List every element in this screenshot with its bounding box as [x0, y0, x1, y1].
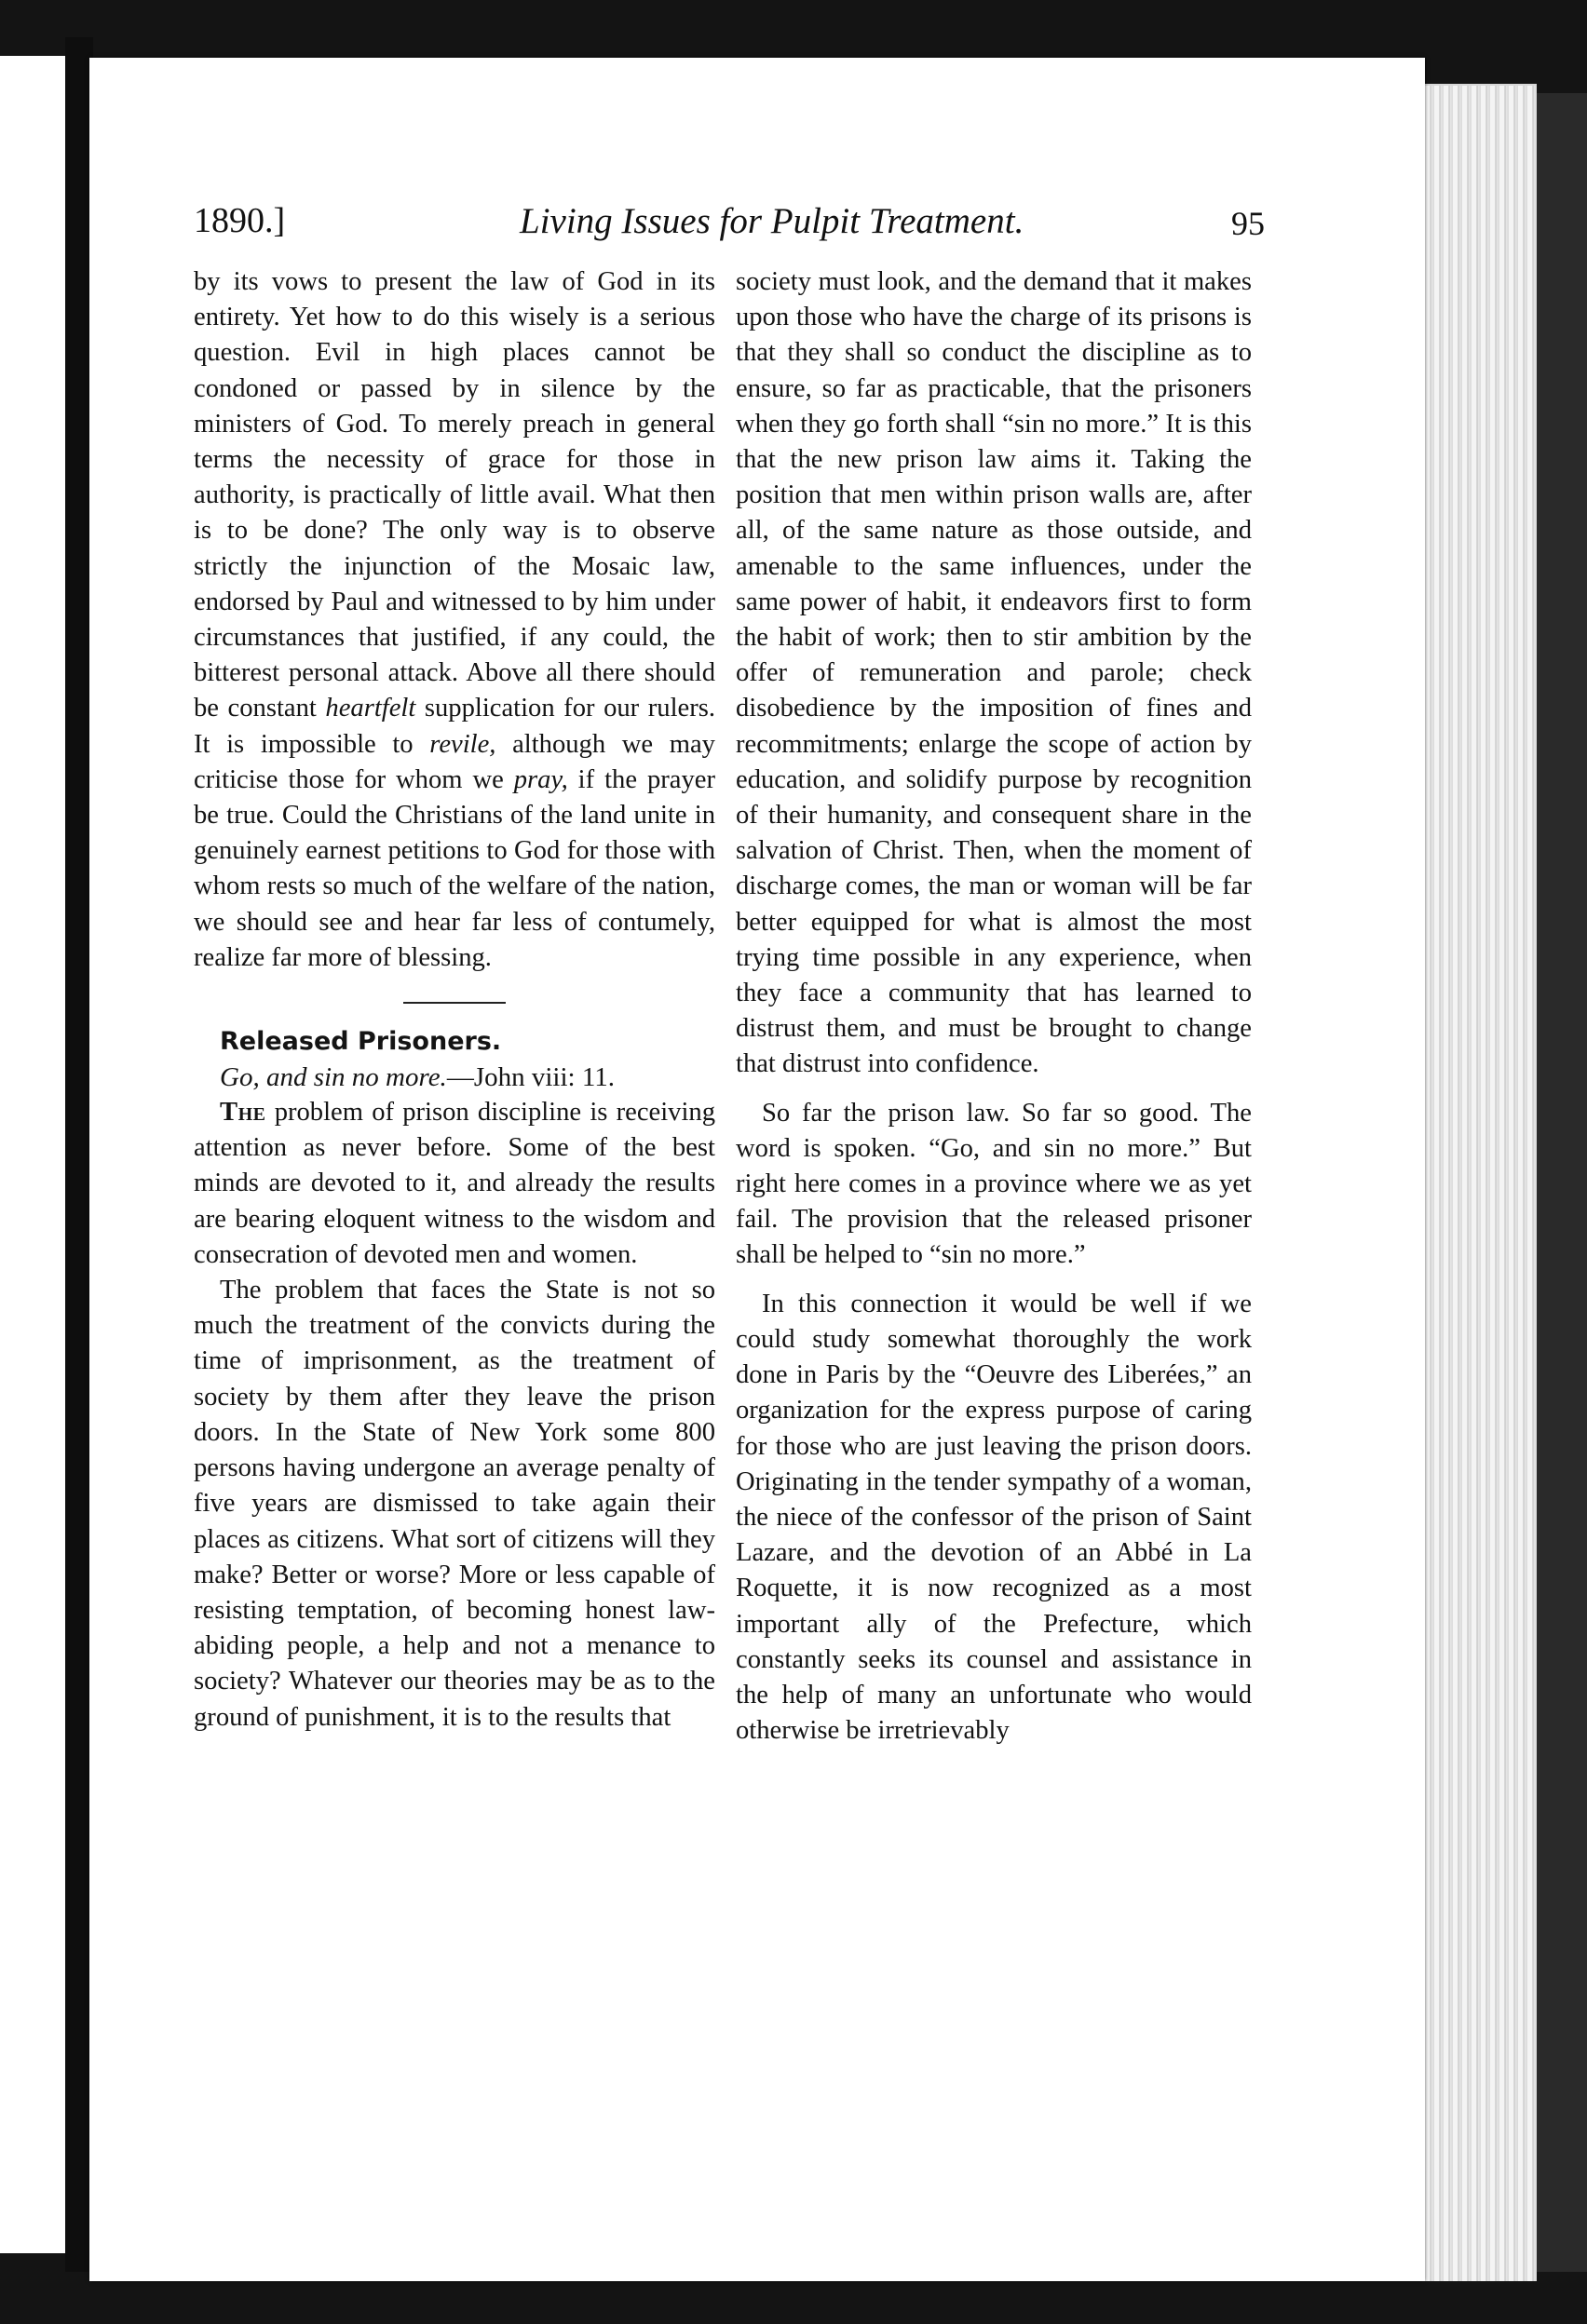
paragraph: The problem that faces the State is not so much the treatment of the convicts during the time of imprisonment, as the treatment of society by them after they leave the prison doors. In the State of New York some 800 persons having undergone an average penalty of five years are dismissed to take again their places as citizens. What sort of citizens will they make? Better or worse? More or less capable of resisting temptation, of becoming honest law-abiding people, a help and not a menance to society? Whatever our theories may be as to the ground of punishment, it is to the results that [194, 1276, 715, 1732]
left-text-column [194, 264, 715, 1736]
section-divider [403, 1002, 506, 1004]
italic-text: heartfelt [325, 694, 416, 723]
paragraph-text: if the prayer be true. Could the Christians of the land unite in genuinely earnest petitions to God for those with whom rests so much of the welfare of the nation, we should see and hear far less of contumely, realize far more of blessing. [194, 764, 715, 972]
epigraph [194, 1060, 715, 1095]
paragraph: society must look, and the demand that it makes upon those who have the charge of its prisons is that they shall so conduct the discipline as to ensure, so far as practicable, that the prisoners when they go forth shall “sin no more.” It is this that the new prison law aims it. Taking the position that men within prison walls are, after all, of the same nature as those outside, and amenable to the same influences, under the same power of habit, it endeavors first to form the habit of work; then to stir ambition by the offer of remuneration and parole; check disobedience by the imposition of fines and recommitments; enlarge the scope of action by education, and solidify purpose by recognition of their humanity, and consequent share in the salvation of Christ. Then, when the moment of discharge comes, the man or woman will be far better equipped for what is almost the most trying time possible in any experience, when they face a community that has learned to distrust them, and must be brought to change that distrust into confidence. [736, 267, 1252, 1079]
paragraph [194, 264, 715, 976]
paragraph: So far the prison law. So far so good. The word is spoken. “Go, and sin no more.” But right here comes in a province where we as yet fail. The provision that the released prisoner shall be helped to “sin no more.” [736, 1098, 1252, 1270]
italic-text: revile, [429, 729, 496, 759]
paragraph-text: by its vows to present the law of God in its entirety. Yet how to do this wisely is a serious question. Evil in high places cannot be condoned or passed by in silence by the ministers of God. To merely preach in general terms the necessity of grace for those in authority, is practically of little avail. What then is to be done? The only way is to observe strictly the injunction of the Mosaic law, endorsed by Paul and witnessed to by him under circumstances that justified, if any could, the bitterest personal attack. Above all there should be constant [194, 267, 715, 723]
epigraph-quote: Go, and sin no more. [220, 1062, 447, 1093]
lead-word: The [220, 1098, 266, 1128]
page-stack-edge [1425, 86, 1537, 2281]
running-head-title: Living Issues for Pulpit Treatment. [520, 201, 1024, 241]
paragraph: In this connection it would be well if we could study somewhat thoroughly the work done in Paris by the “Oeuvre des Liberées,” an organization for the express purpose of caring for those who are just leaving the prison doors. Originating in the tender sympathy of a woman, the niece of the confessor of the prison of Saint Lazare, and the devotion of an Abbé in La Roquette, it is now recognized as a most important ally of the Prefecture, which constantly seeks its counsel and assistance in the help of many an unfortunate who would otherwise be irretrievably [736, 1289, 1252, 1746]
running-head-year: 1890.] [194, 201, 286, 240]
paragraph [194, 1095, 715, 1273]
running-head [194, 200, 1265, 256]
page-number: 95 [1231, 205, 1265, 242]
section-title: Released Prisoners. [220, 1027, 502, 1057]
book-cover-shadow [1537, 93, 1587, 2272]
right-text-column [736, 264, 1252, 1749]
italic-text: pray, [513, 764, 568, 794]
epigraph-reference: —John viii: 11. [446, 1062, 616, 1093]
facing-page-edge [0, 56, 65, 2253]
paragraph-text: problem of prison discipline is receiving attention as never before. Some of the best minds are devoted to it, and already the results are bearing eloquent witness to the wisdom and consecration of devoted men and women. [194, 1098, 715, 1269]
paragraph-text: supplication for our rulers. It is impossible to [194, 694, 716, 759]
paragraph-text: although we may criticise those for whom we [194, 729, 715, 794]
